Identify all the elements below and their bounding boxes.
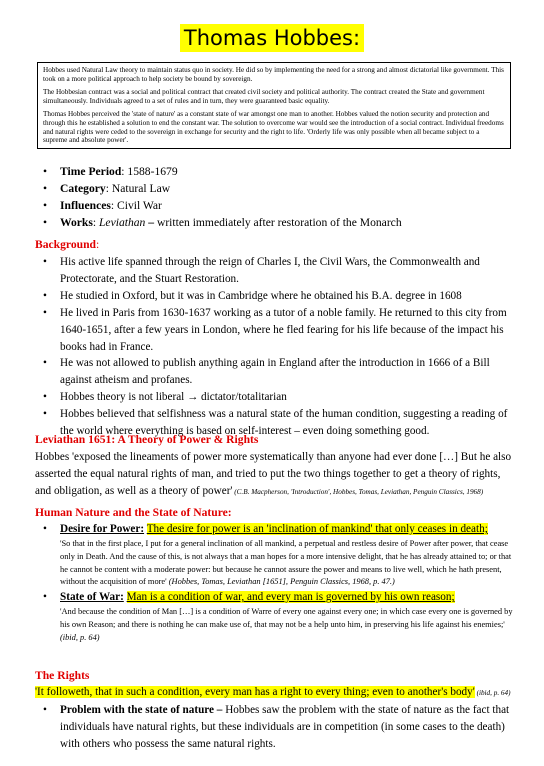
leviathan-citation: (C.B. Macpherson, 'Introduction', Hobbes, Tomas, Leviathan, Penguin Classics, 1968) xyxy=(232,487,484,496)
fact-value: written immediately after restoration of the Monarch xyxy=(156,215,402,229)
rights-quote-text: 'It followeth, that in such a condition, every man has a right to every thing; even to another's body' xyxy=(35,686,475,698)
war-citation: (ibid, p. 64) xyxy=(60,632,100,642)
rights-item-text: Hobbes saw the problem with the state of nature as the fact that individuals have natural rights, but these individuals are in competition (in some cases to the death) with others who possess the same natural rights. xyxy=(60,703,510,750)
war-quote-text: 'And because the condition of Man […] is a condition of Warre of every one against every one; in which case every one is governed by his own Reason; and there is nothing he can make use of, that may not be a help unto him, in preserving his life against his enemies;' xyxy=(60,607,513,629)
fact-label: Influences xyxy=(60,198,111,212)
fact-value: : Civil War xyxy=(110,198,162,212)
summary-paragraph: The Hobbesian contract was a social and political contract that created civil society and political authority. The contract created the State and government simultaneously. Individuals agreed to a set of rules and in turn, they were guaranteed basic equality. xyxy=(43,88,485,105)
rights-quote xyxy=(35,684,513,702)
background-heading-text: Background xyxy=(35,238,96,251)
desire-quote-text: 'So that in the first place, I put for a general inclination of all mankind, a perpetual and restless desire of Power after power, that cease only in Death. And the cause of this, is not always that a man hopes for a more intensive delight, that he has already attained to; or that he cannot be content with a moderate power: but because he cannot assure the power and means to live well, which he hath present, without the acquisition of more' xyxy=(60,538,512,587)
fact-time-period xyxy=(35,164,505,181)
rights-section xyxy=(35,684,513,753)
list-item: • He lived in Paris from 1630-1637 working as a tutor of a noble family. He returned to this city from 1640-1651, after a few years in London, where he fled fearing for his life because of the impact his books had in France. xyxy=(35,305,513,356)
list-item: • He was not allowed to publish anything again in England after the introduction in 1666 of a Bill against atheism and profanes. xyxy=(35,355,513,389)
leviathan-heading: Leviathan 1651: A Theory of Power & Rights xyxy=(35,433,259,446)
fact-value: : Natural Law xyxy=(105,181,171,195)
desire-citation: (Hobbes, Tomas, Leviathan [1651], Penguin Classics, 1968, p. 47.) xyxy=(166,577,395,587)
rights-item xyxy=(35,702,513,753)
background-heading-colon: : xyxy=(96,238,100,251)
desire-quote xyxy=(60,538,513,589)
summary-box xyxy=(37,62,511,149)
war-label: State of War: xyxy=(60,591,124,604)
fact-works xyxy=(35,215,505,232)
works-dash: – xyxy=(145,215,157,229)
list-item: • His active life spanned through the reign of Charles I, the Civil Wars, the Commonwealth and Protectorate, and the Stuart Restoration. xyxy=(35,254,513,288)
rights-citation: (ibid, p. 64) xyxy=(474,689,511,697)
rights-item-label: Problem with the state of nature – xyxy=(60,703,223,716)
list-item: • Hobbes theory is not liberal → dictator/totalitarian xyxy=(35,389,513,406)
fact-colon: : xyxy=(92,215,99,229)
rights-heading: The Rights xyxy=(35,669,90,682)
background-list xyxy=(35,254,513,440)
facts-list xyxy=(35,164,505,232)
human-nature-heading: Human Nature and the State of Nature: xyxy=(35,506,232,519)
desire-label: Desire for Power: xyxy=(60,523,145,535)
leviathan-text: Hobbes 'exposed the lineaments of power more systematically than anyone had ever done […] But he also asserted the equal natural rights of man, and tried to put the two things together to get a theory of rights, and obligation, as well as a theory of power' xyxy=(35,451,512,497)
leviathan-paragraph xyxy=(35,449,513,501)
fact-label: Category xyxy=(60,181,106,195)
works-title: Leviathan xyxy=(98,215,146,229)
background-heading xyxy=(35,238,99,251)
list-item: • Hobbes believed that selfishness was a natural state of the human condition, suggesting a reading of the world where everything is based on self-interest – even doing something good. xyxy=(35,406,513,440)
human-nature-section xyxy=(35,521,513,644)
desire-text: The desire for power is an 'inclination of mankind' that only ceases in death; xyxy=(146,523,488,535)
summary-paragraph: Hobbes used Natural Law theory to maintain status quo in society. He did so by implementing the need for a strong and almost dictatorial like government. This took on a more political approach to help society be bound by sovereign. xyxy=(43,66,504,83)
page-title: Thomas Hobbes: xyxy=(180,24,364,52)
war-text: Man is a condition of war, and every man is governed by his own reason; xyxy=(126,591,455,604)
fact-value: : 1588-1679 xyxy=(121,165,178,178)
list-item: • He studied in Oxford, but it was in Cambridge where he obtained his B.A. degree in 1608 xyxy=(35,288,513,305)
war-item xyxy=(35,589,513,606)
fact-category xyxy=(35,181,505,198)
fact-label: Works xyxy=(60,215,93,229)
fact-influences xyxy=(35,198,505,215)
title-container xyxy=(0,24,544,52)
fact-label: Time Period xyxy=(60,165,122,178)
war-quote xyxy=(60,606,513,644)
desire-item xyxy=(35,521,513,538)
summary-paragraph: Thomas Hobbes perceived the 'state of nature' as a constant state of war amongst one man to another. Hobbes valued the notion security and protection and through this he established a solution to end the constant war. The solution to overcome war would see the introduction of a social contract. Individual freedoms and natural rights were ceded to the sovereign in exchange for security and the right to life. 'Orderly life was only possible when all became subject to a supreme and absolute power'. xyxy=(43,110,504,145)
